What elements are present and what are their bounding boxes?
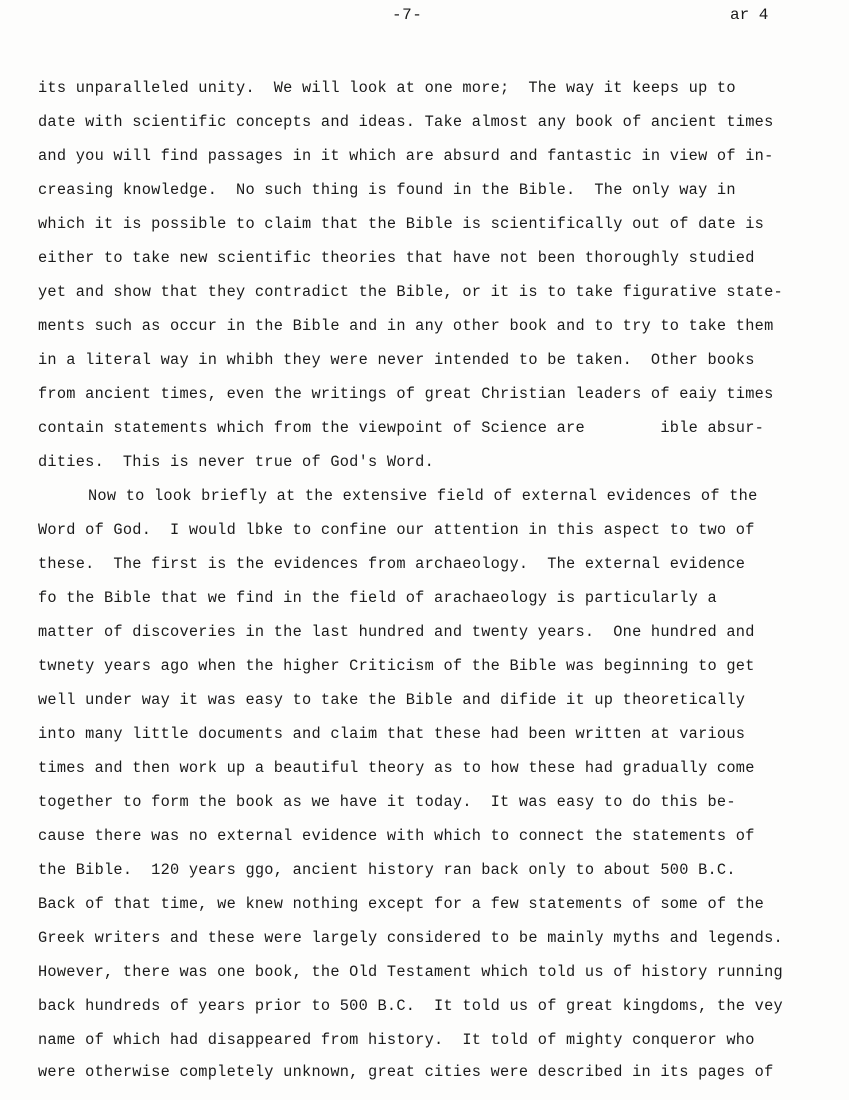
text-line: and you will find passages in it which are absurd and fantastic in view of in- bbox=[38, 147, 774, 165]
text-line: the Bible. 120 years ggo, ancient history ran back only to about 500 B.C. bbox=[38, 861, 736, 879]
text-line: these. The first is the evidences from archaeology. The external evidence bbox=[38, 555, 746, 573]
text-line: times and then work up a beautiful theory as to how these had gradually come bbox=[38, 759, 755, 777]
text-line: dities. This is never true of God's Word. bbox=[38, 453, 435, 471]
text-line: Word of God. I would lbke to confine our attention in this aspect to two of bbox=[38, 521, 755, 539]
text-line: into many little documents and claim that these had been written at various bbox=[38, 725, 746, 743]
text-line: ments such as occur in the Bible and in any other book and to try to take them bbox=[38, 317, 774, 335]
text-line: However, there was one book, the Old Testament which told us of history running bbox=[38, 963, 783, 981]
text-line: twnety years ago when the higher Criticism of the Bible was beginning to get bbox=[38, 657, 755, 675]
text-line: creasing knowledge. No such thing is found in the Bible. The only way in bbox=[38, 181, 736, 199]
text-line: matter of discoveries in the last hundred and twenty years. One hundred and bbox=[38, 623, 755, 641]
text-line: yet and show that they contradict the Bible, or it is to take figurative state- bbox=[38, 283, 783, 301]
text-line: Greek writers and these were largely considered to be mainly myths and legends. bbox=[38, 929, 783, 947]
text-line: from ancient times, even the writings of great Christian leaders of eaiy times bbox=[38, 385, 774, 403]
text-line: fo the Bible that we find in the field of arachaeology is particularly a bbox=[38, 589, 717, 607]
text-line: back hundreds of years prior to 500 B.C. It told us of great kingdoms, the vey bbox=[38, 997, 783, 1015]
text-line: contain statements which from the viewpoint of Science are ible absur- bbox=[38, 419, 765, 437]
text-line: date with scientific concepts and ideas. Take almost any book of ancient times bbox=[38, 113, 774, 131]
text-line: name of which had disappeared from history. It told of mighty conqueror who bbox=[38, 1031, 755, 1049]
paragraph-first-line: Now to look briefly at the extensive field of external evidences of the bbox=[88, 487, 758, 505]
page-number: -7- bbox=[392, 6, 423, 24]
text-line: its unparalleled unity. We will look at one more; The way it keeps up to bbox=[38, 79, 736, 97]
text-line: which it is possible to claim that the Bible is scientifically out of date is bbox=[38, 215, 765, 233]
text-line: either to take new scientific theories that have not been thoroughly studied bbox=[38, 249, 755, 267]
reference-mark: ar 4 bbox=[730, 6, 769, 24]
text-line: well under way it was easy to take the Bible and difide it up theoretically bbox=[38, 691, 746, 709]
text-line: in a literal way in whibh they were never intended to be taken. Other books bbox=[38, 351, 755, 369]
text-line: cause there was no external evidence with which to connect the statements of bbox=[38, 827, 755, 845]
text-line: were otherwise completely unknown, great cities were described in its pages of bbox=[38, 1063, 774, 1081]
text-line: Back of that time, we knew nothing except for a few statements of some of the bbox=[38, 895, 765, 913]
text-line: together to form the book as we have it today. It was easy to do this be- bbox=[38, 793, 736, 811]
